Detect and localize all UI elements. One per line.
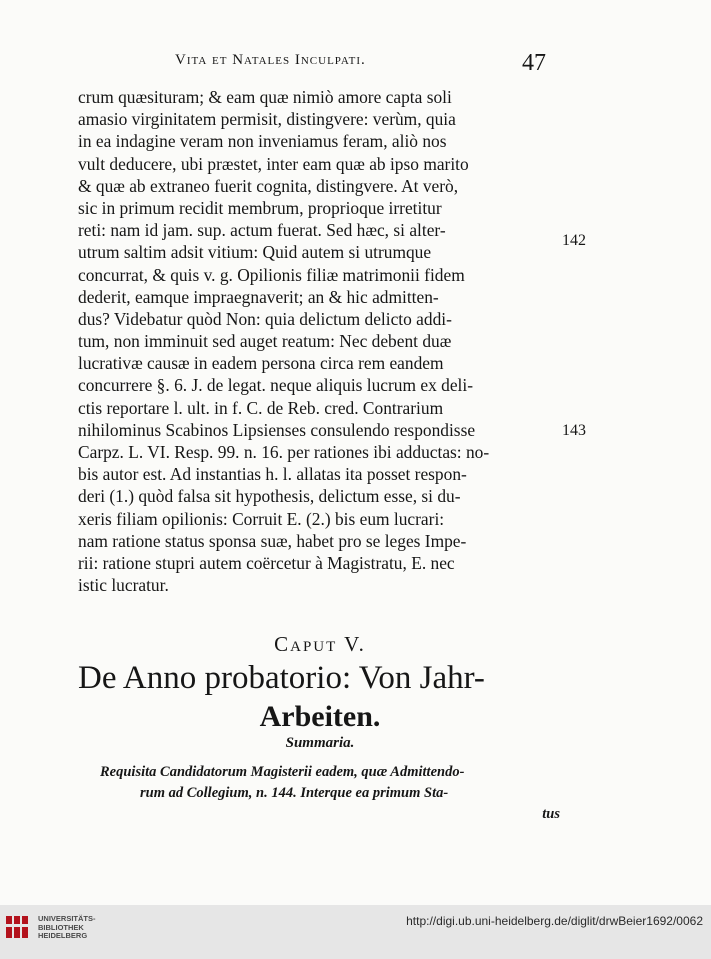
- source-url[interactable]: http://digi.ub.uni-heidelberg.de/diglit/drwBeier1692/0062: [406, 914, 703, 928]
- body-line: istic lucratur.: [78, 575, 169, 596]
- body-line: sic in primum recidit membrum, proprioque irretitur: [78, 197, 442, 218]
- chapter-title: De Anno probatorio: Von Jahr-: [78, 660, 485, 696]
- body-line: crum quæsituram; & eam quæ nimiò amore capta soli: [78, 87, 452, 107]
- body-line: ctis reportare l. ult. in f. C. de Reb. cred. Contrarium: [78, 397, 444, 418]
- body-line: concurrat, & quis v. g. Opilionis filiæ matrimonii fidem: [78, 264, 465, 285]
- body-line: nihilominus Scabinos Lipsienses consulendo respondisse: [78, 419, 476, 440]
- summaria-label: Summaria.: [285, 735, 355, 751]
- body-line: tum, non imminuit sed auget reatum: Nec debent duæ: [78, 331, 452, 352]
- body-line: deri (1.) quòd falsa sit hypothesis, delictum esse, si du-: [78, 486, 461, 507]
- library-logo-icon: [4, 912, 34, 942]
- logo-line: HEIDELBERG: [38, 931, 88, 940]
- logo-line: BIBLIOTHEK: [38, 922, 84, 932]
- summary-line: tus: [542, 806, 560, 822]
- margin-note-142: 142: [562, 232, 586, 249]
- body-line: rii: ratione stupri autem coërcetur à Magistratu, E. nec: [78, 552, 455, 573]
- body-text: [78, 86, 560, 596]
- body-line: Carpz. L. VI. Resp. 99. n. 16. per rationes ibi adductas: no-: [78, 442, 490, 462]
- body-line: bis autor est. Ad instantias h. l. allatas ita posset respon-: [78, 464, 467, 485]
- body-line: reti: nam id jam. sup. actum fuerat. Sed hæc, si alter-: [78, 220, 446, 241]
- summary-line: rum ad Collegium, n. 144. Interque ea primum Sta-: [140, 785, 449, 801]
- body-line: & quæ ab extraneo fuerit cognita, distingvere. At verò,: [78, 175, 459, 196]
- summary-text: [100, 762, 560, 825]
- chapter-heading: Caput V.: [274, 632, 366, 656]
- chapter-title-continued: Arbeiten.: [259, 700, 381, 733]
- body-line: utrum saltim adsit vitium: Quid autem si utrumque: [78, 242, 432, 263]
- library-logo-text: [38, 915, 96, 941]
- body-line: dus? Videbatur quòd Non: quia delictum delicto addi-: [78, 308, 452, 329]
- body-line: amasio virginitatem permisit, distingvere: verùm, quia: [78, 109, 456, 130]
- running-head: Vita et Natales Inculpati.: [175, 52, 366, 68]
- page-number: 47: [522, 50, 546, 76]
- body-line: dederit, eamque impraegnaverit; an & hic admitten-: [78, 286, 439, 307]
- body-line: in ea indagine veram non inveniamus feram, aliò nos: [78, 131, 447, 152]
- body-line: nam ratione status sponsa suæ, habet pro se leges Impe-: [78, 530, 467, 551]
- body-line: lucrativæ causæ in eadem persona circa rem eandem: [78, 353, 444, 374]
- body-line: xeris filiam opilionis: Corruit E. (2.) bis eum lucrari:: [78, 508, 445, 529]
- summary-line: Requisita Candidatorum Magisterii eadem, quæ Admittendo-: [100, 764, 465, 780]
- body-line: vult deducere, ubi præstet, inter eam quæ ab ipso marito: [78, 153, 469, 174]
- logo-line: UNIVERSITÄTS-: [38, 914, 96, 923]
- body-line: concurrere §. 6. J. de legat. neque aliquis lucrum ex deli-: [78, 375, 474, 396]
- margin-note-143: 143: [562, 422, 586, 439]
